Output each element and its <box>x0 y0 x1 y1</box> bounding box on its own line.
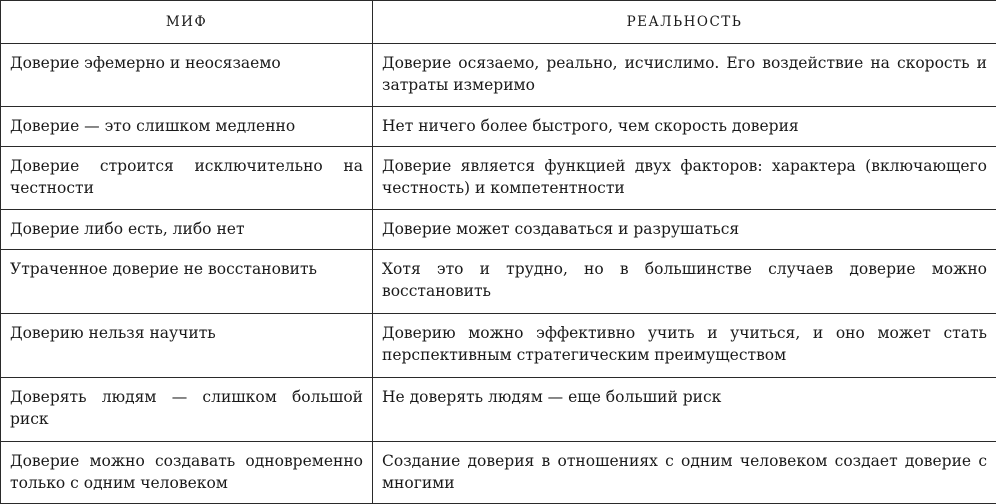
table-row <box>1 378 996 442</box>
reality-cell: Не доверять людям — еще больший риск <box>373 378 996 442</box>
reality-cell: Создание доверия в отношениях с одним человеком создает доверие с многими <box>373 442 996 504</box>
reality-cell: Нет ничего более быстрого, чем скорость доверия <box>373 107 996 147</box>
myth-cell: Доверие можно создавать одновременно только с одним человеком <box>1 442 373 504</box>
myth-cell: Доверие строится исключительно на честности <box>1 147 373 210</box>
myth-cell: Утраченное доверие не восстановить <box>1 250 373 314</box>
table-row <box>1 210 996 250</box>
myth-cell: Доверие — это слишком медленно <box>1 107 373 147</box>
table-row <box>1 44 996 107</box>
myth-cell: Доверие эфемерно и неосязаемо <box>1 44 373 107</box>
reality-cell: Доверие является функцией двух факторов: характера (включающего честность) и компетентности <box>373 147 996 210</box>
header-myth: МИФ <box>1 1 373 44</box>
reality-cell: Доверию можно эффективно учить и учиться, и оно может стать перспективным стратегическим преимуществом <box>373 314 996 378</box>
table-row <box>1 107 996 147</box>
table-row <box>1 442 996 504</box>
header-reality: РЕАЛЬНОСТЬ <box>373 1 996 44</box>
table-row <box>1 250 996 314</box>
myth-cell: Доверию нельзя научить <box>1 314 373 378</box>
reality-cell: Доверие осязаемо, реально, исчислимо. Его воздействие на скорость и затраты измеримо <box>373 44 996 107</box>
reality-cell: Хотя это и трудно, но в большинстве случаев доверие можно восстановить <box>373 250 996 314</box>
table-header-row <box>1 1 996 44</box>
myth-cell: Доверять людям — слишком большой риск <box>1 378 373 442</box>
reality-cell: Доверие может создаваться и разрушаться <box>373 210 996 250</box>
table-row <box>1 314 996 378</box>
myth-cell: Доверие либо есть, либо нет <box>1 210 373 250</box>
table-row <box>1 147 996 210</box>
